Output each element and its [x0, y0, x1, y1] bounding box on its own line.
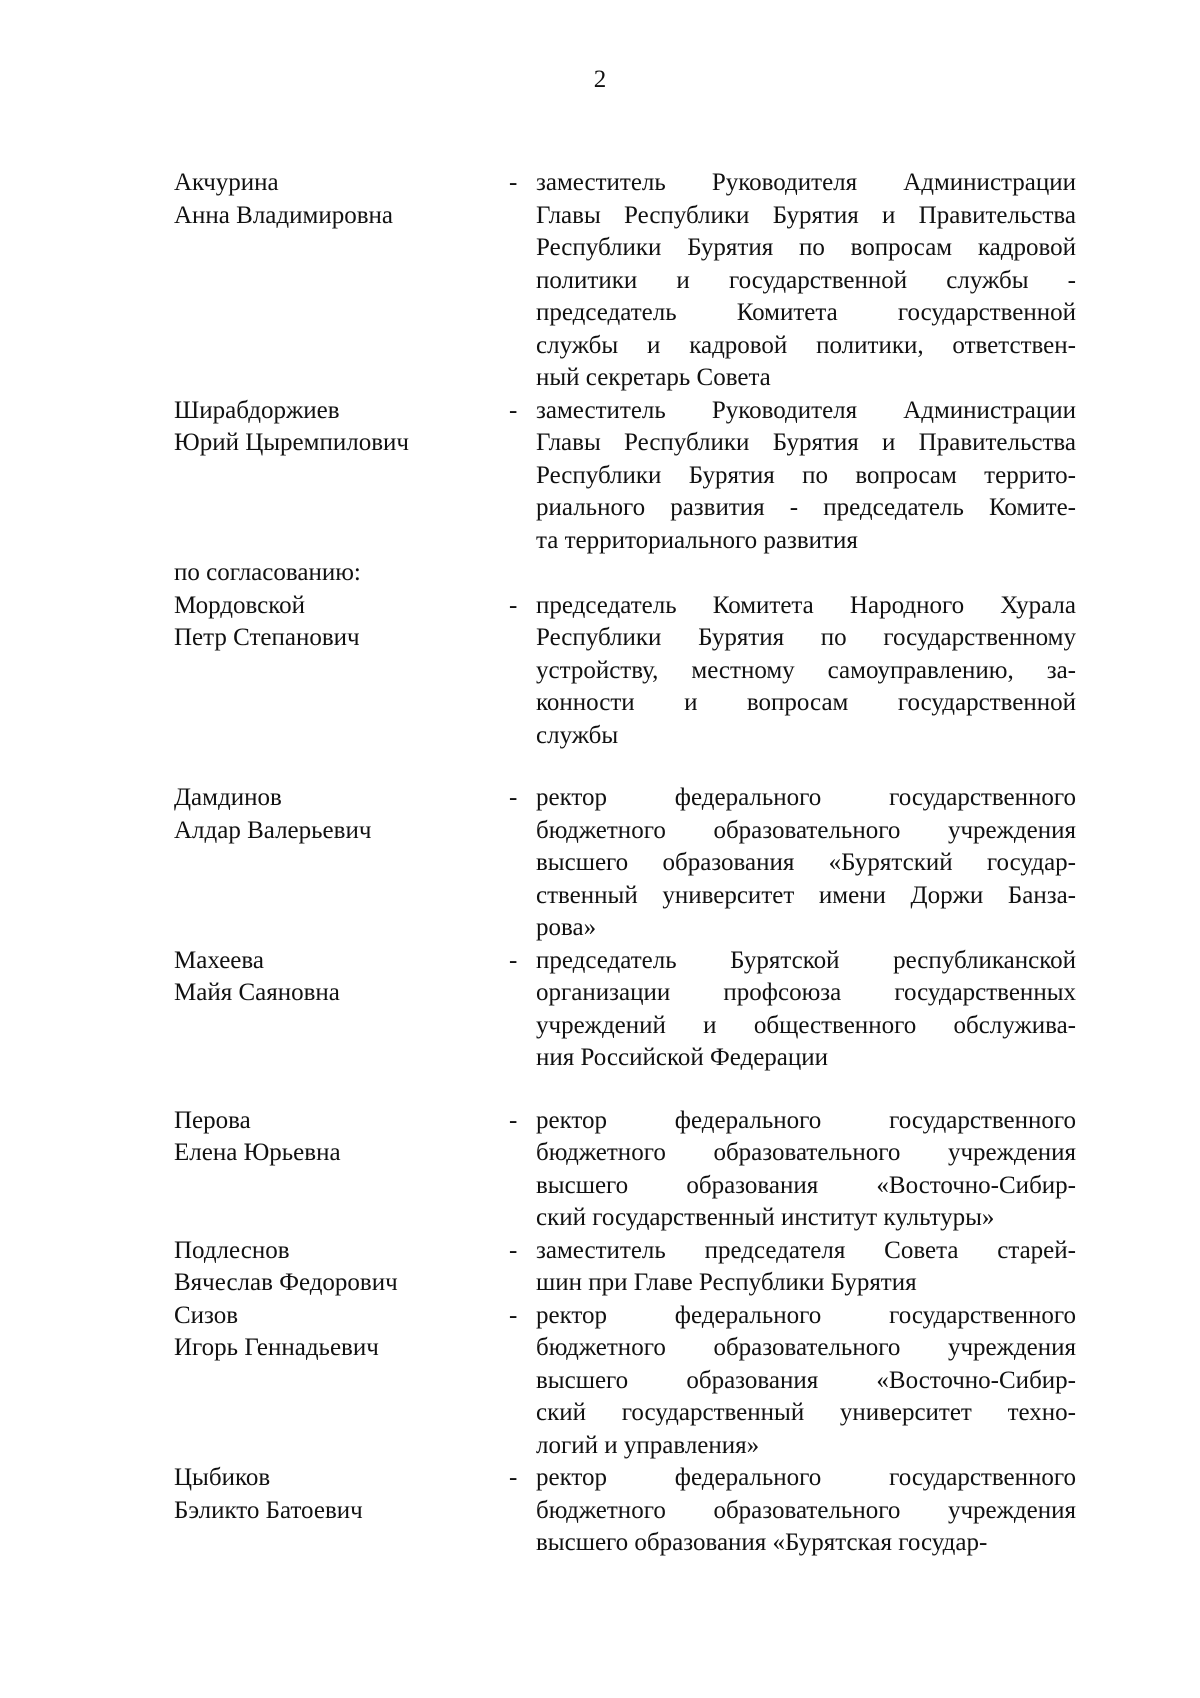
member-entry — [0, 395, 1200, 558]
member-surname: Подлеснов — [174, 1236, 290, 1264]
position-line: устройству, местному самоуправлению, за- — [536, 656, 1076, 684]
position-line: организации профсоюза государственных — [536, 979, 1076, 1006]
agreement-label: по согласованию: — [174, 559, 361, 586]
dash-separator: - — [509, 946, 518, 974]
position-line: политики и государственной службы - — [536, 266, 1076, 294]
member-position — [536, 1462, 1076, 1560]
member-entry — [0, 1105, 1200, 1235]
dash-separator: - — [509, 591, 518, 619]
position-line: ректор федерального государственного — [536, 1464, 1076, 1491]
member-given-names: Майя Саяновна — [174, 979, 340, 1006]
member-position — [536, 1105, 1076, 1235]
member-given-names: Анна Владимировна — [174, 201, 393, 229]
position-line: рова» — [536, 914, 597, 941]
position-line: ректор федерального государственного — [536, 784, 1076, 811]
position-line: шин при Главе Республики Бурятия — [536, 1269, 917, 1296]
member-name — [174, 590, 360, 655]
position-line: ный секретарь Совета — [536, 364, 771, 391]
member-name — [174, 1300, 379, 1365]
position-line: высшего образования «Восточно-Сибир- — [536, 1171, 1076, 1199]
dash-separator: - — [509, 1464, 518, 1491]
member-entry — [0, 1235, 1200, 1300]
position-line: бюджетного образовательного учреждения — [536, 816, 1076, 844]
position-line: председатель Комитета государственной — [536, 299, 1076, 326]
member-given-names: Бэликто Батоевич — [174, 1496, 363, 1524]
position-line: риального развития - председатель Комите- — [536, 494, 1076, 521]
position-line: бюджетного образовательного учреждения — [536, 1139, 1076, 1166]
member-position — [536, 590, 1076, 753]
position-line: заместитель Руководителя Администрации — [536, 396, 1076, 424]
member-position — [536, 395, 1076, 558]
position-line: заместитель председателя Совета старей- — [536, 1236, 1076, 1264]
dash-separator: - — [509, 1106, 518, 1134]
position-line: ский государственный институт культуры» — [536, 1204, 995, 1231]
member-list — [0, 167, 1200, 1560]
position-line: ния Российской Федерации — [536, 1044, 829, 1071]
member-position — [536, 167, 1076, 395]
member-name — [174, 782, 371, 847]
member-position — [536, 782, 1076, 945]
member-given-names: Вячеслав Федорович — [174, 1269, 398, 1296]
position-line: Республики Бурятия по вопросам террито- — [536, 461, 1076, 489]
dash-separator: - — [509, 396, 518, 424]
position-line: службы — [536, 721, 619, 749]
member-entry — [0, 945, 1200, 1075]
member-given-names: Юрий Цыремпилович — [174, 429, 409, 456]
member-name — [174, 1235, 398, 1300]
member-surname: Перова — [174, 1106, 251, 1134]
member-entry — [0, 167, 1200, 395]
position-line: высшего образования «Бурятский государ- — [536, 849, 1076, 876]
position-line: высшего образования «Бурятская государ- — [536, 1529, 988, 1556]
position-line: бюджетного образовательного учреждения — [536, 1334, 1076, 1361]
member-position — [536, 945, 1076, 1075]
dash-separator: - — [509, 169, 518, 196]
member-given-names: Петр Степанович — [174, 624, 360, 651]
member-name — [174, 395, 409, 460]
member-entry — [0, 1300, 1200, 1463]
position-line: ректор федерального государственного — [536, 1106, 1076, 1134]
member-surname: Цыбиков — [174, 1464, 271, 1491]
dash-separator: - — [509, 784, 518, 811]
member-name — [174, 1462, 363, 1527]
position-line: бюджетного образовательного учреждения — [536, 1496, 1076, 1524]
position-line: заместитель Руководителя Администрации — [536, 169, 1076, 196]
dash-separator: - — [509, 1301, 518, 1329]
member-given-names: Алдар Валерьевич — [174, 816, 372, 844]
member-surname: Мордовской — [174, 591, 306, 619]
position-line: председатель Комитета Народного Хурала — [536, 591, 1076, 619]
position-line: Главы Республики Бурятия и Правительства — [536, 429, 1076, 456]
member-position — [536, 1235, 1076, 1300]
member-surname: Махеева — [174, 946, 264, 974]
position-line: службы и кадровой политики, ответствен- — [536, 331, 1076, 359]
member-entry — [0, 590, 1200, 753]
member-given-names: Игорь Геннадьевич — [174, 1334, 379, 1361]
member-entry — [0, 1462, 1200, 1560]
position-line: та территориального развития — [536, 526, 858, 554]
member-given-names: Елена Юрьевна — [174, 1139, 341, 1166]
position-line: учреждений и общественного обслужива- — [536, 1011, 1076, 1039]
position-line: ственный университет имени Доржи Банза- — [536, 881, 1076, 909]
position-line: Главы Республики Бурятия и Правительства — [536, 201, 1076, 229]
position-line: Республики Бурятия по государственному — [536, 624, 1076, 651]
member-surname: Акчурина — [174, 169, 279, 196]
position-line: ректор федерального государственного — [536, 1301, 1076, 1329]
member-name — [174, 1105, 341, 1170]
position-line: Республики Бурятия по вопросам кадровой — [536, 234, 1076, 261]
dash-separator: - — [509, 1236, 518, 1264]
member-surname: Ширабдоржиев — [174, 396, 340, 424]
member-surname: Сизов — [174, 1301, 239, 1329]
position-line: ский государственный университет техно- — [536, 1399, 1076, 1426]
position-line: высшего образования «Восточно-Сибир- — [536, 1366, 1076, 1394]
member-position — [536, 1300, 1076, 1463]
position-line: логий и управления» — [536, 1431, 760, 1459]
position-line: конности и вопросам государственной — [536, 689, 1076, 716]
position-line: председатель Бурятской республиканской — [536, 946, 1076, 974]
page-number: 2 — [593, 66, 607, 93]
member-name — [174, 945, 340, 1010]
member-entry — [0, 782, 1200, 945]
member-surname: Дамдинов — [174, 784, 282, 811]
member-name — [174, 167, 393, 232]
